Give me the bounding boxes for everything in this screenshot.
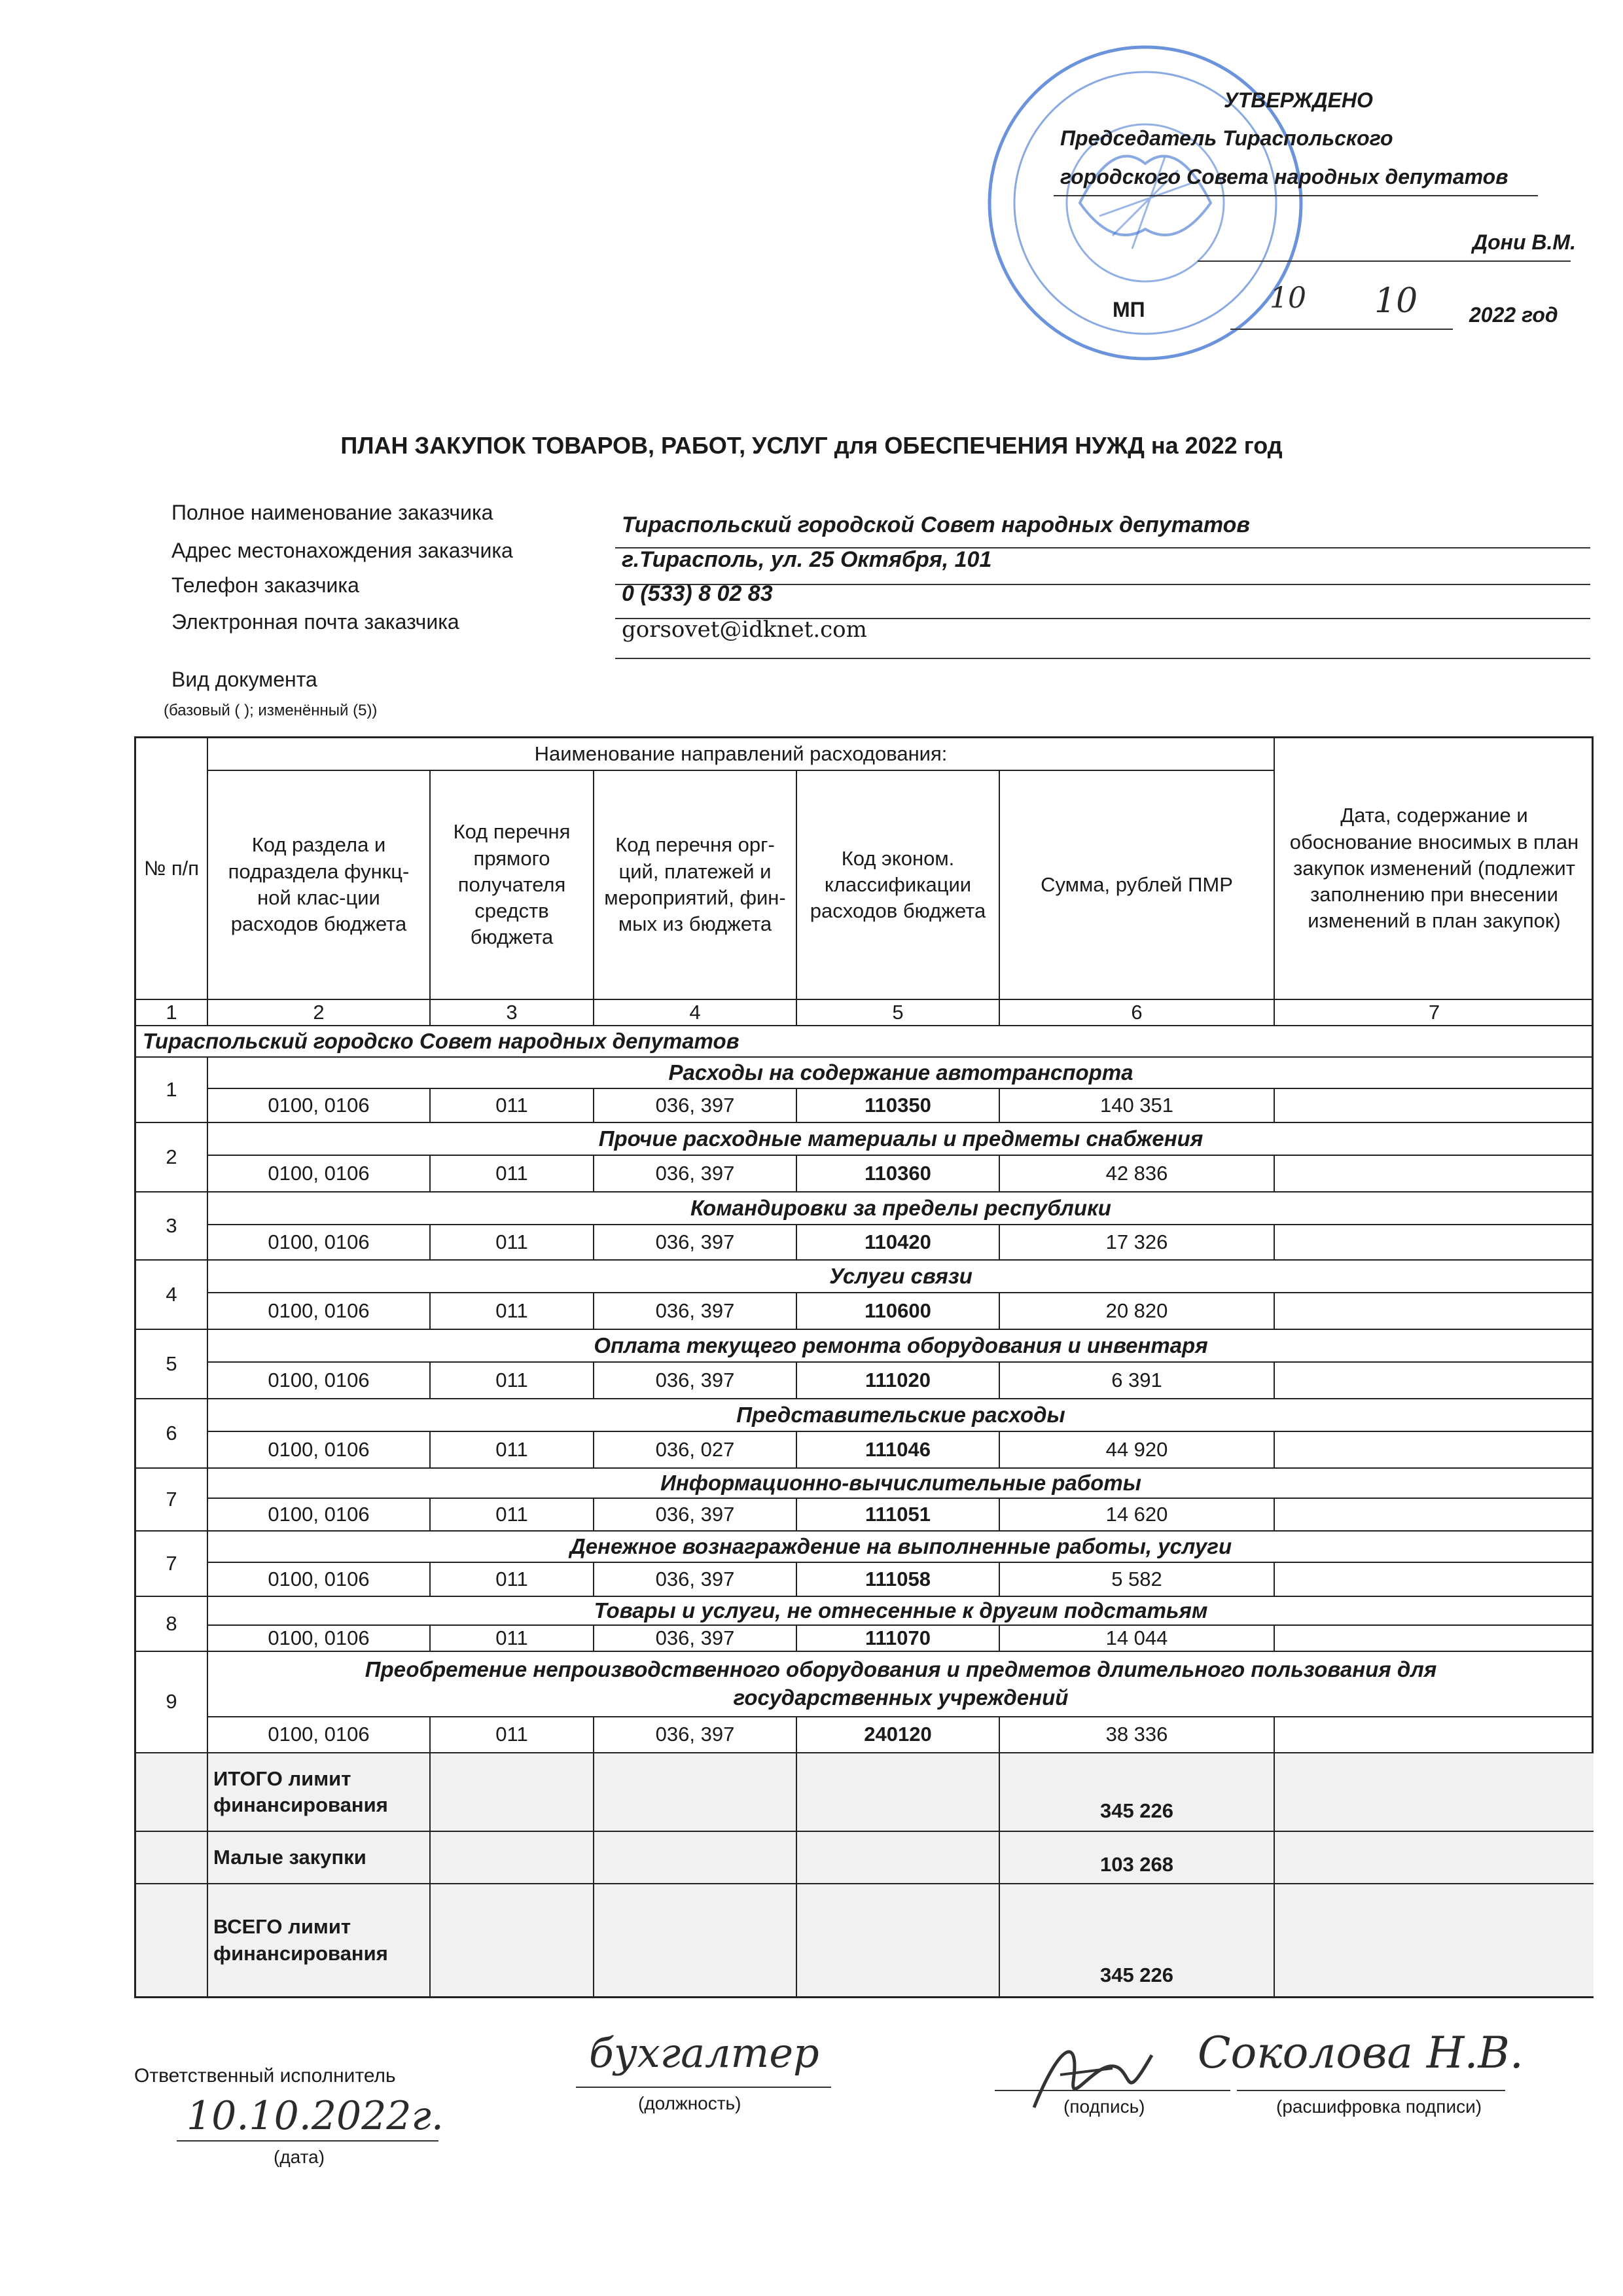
header-group: Наименование направлений расходования: [208,738,1275,771]
row-c6: 14 044 [1000,1626,1275,1652]
small-c4 [594,1832,797,1884]
row-c6: 42 836 [1000,1156,1275,1193]
approval-year: 2022 год [1469,303,1558,327]
row-c7 [1275,1717,1594,1753]
row-c4: 036, 397 [594,1563,797,1597]
row-section-title: Представительские расходы [208,1399,1594,1432]
row-no: 7 [136,1532,208,1597]
row-c4: 036, 027 [594,1432,797,1469]
colnum-7: 7 [1275,1000,1594,1026]
colnum-5: 5 [797,1000,1000,1026]
row-c7 [1275,1499,1594,1532]
row-no: 9 [136,1652,208,1753]
customer-email-line [615,658,1590,659]
grand-c3 [431,1884,594,1996]
row-c2: 0100, 0106 [208,1499,431,1532]
customer-name-label: Полное наименование заказчика [171,501,493,524]
row-c5: 110350 [797,1089,1000,1123]
row-c4: 036, 397 [594,1499,797,1532]
row-no: 2 [136,1123,208,1193]
grand-no [136,1884,208,1996]
header-no: № п/п [136,738,208,1000]
approver-sign-line [1198,260,1571,262]
colnum-4: 4 [594,1000,797,1026]
header-col5: Код эконом. классификации расходов бюджета [797,771,1000,1000]
row-c3: 011 [431,1089,594,1123]
signature-caption: (подпись) [1063,2096,1145,2117]
small-c5 [797,1832,1000,1884]
row-c6: 140 351 [1000,1089,1275,1123]
row-c2: 0100, 0106 [208,1563,431,1597]
row-section-title: Услуги связи [208,1261,1594,1293]
row-c7 [1275,1432,1594,1469]
row-c4: 036, 397 [594,1717,797,1753]
row-no: 3 [136,1193,208,1261]
row-c2: 0100, 0106 [208,1225,431,1261]
row-section-title: Преобретение непроизводственного оборудования и предметов длительного пользования для государственных учреждений [208,1652,1594,1717]
position-line [576,2087,831,2088]
decode-caption: (расшифровка подписи) [1276,2096,1482,2117]
total-value: 345 226 [1000,1753,1275,1832]
approval-date-line [1230,329,1453,330]
customer-phone-label: Телефон заказчика [171,573,359,597]
row-c5: 111058 [797,1563,1000,1597]
decode-handwritten: Соколова Н.В. [1198,2028,1524,2078]
row-c3: 011 [431,1225,594,1261]
approver-position-line2: городского Совета народных депутатов [1060,165,1508,188]
doc-type-hint: (базовый ( ); изменённый (5)) [164,702,378,719]
header-col7: Дата, содержание и обоснование вносимых в план закупок изменений (подлежит заполнению при внесении изменений в план закупок) [1275,738,1594,1000]
row-c4: 036, 397 [594,1225,797,1261]
row-c2: 0100, 0106 [208,1156,431,1193]
position-handwritten: бухгалтер [589,2029,819,2077]
row-c5: 240120 [797,1717,1000,1753]
row-c7 [1275,1363,1594,1399]
responsible-label: Ответственный исполнитель [134,2065,396,2087]
customer-email-label: Электронная почта заказчика [171,610,459,634]
header-col6: Сумма, рублей ПМР [1000,771,1275,1000]
row-section-title: Прочие расходные материалы и предметы снабжения [208,1123,1594,1156]
grand-c4 [594,1884,797,1996]
document-title: ПЛАН ЗАКУПОК ТОВАРОВ, РАБОТ, УСЛУГ для ОБЕСПЕЧЕНИЯ НУЖД на 2022 год [340,432,1283,459]
row-c5: 110600 [797,1293,1000,1330]
customer-phone-value: 0 (533) 8 02 83 [622,581,773,606]
header-col2: Код раздела и подраздела функц-ной клас-ции расходов бюджета [208,771,431,1000]
row-c7 [1275,1089,1594,1123]
row-c6: 6 391 [1000,1363,1275,1399]
colnum-3: 3 [431,1000,594,1026]
row-c4: 036, 397 [594,1293,797,1330]
row-c7 [1275,1563,1594,1597]
row-section-title: Информационно-вычислительные работы [208,1469,1594,1499]
grand-total-label: ВСЕГО лимит финансирования [208,1884,431,1996]
row-c5: 110420 [797,1225,1000,1261]
org-row: Тираспольский городско Совет народных депутатов [136,1026,1594,1058]
decode-line [1237,2090,1505,2091]
row-c2: 0100, 0106 [208,1293,431,1330]
customer-address-value: г.Тирасполь, ул. 25 Октября, 101 [622,547,992,572]
doc-type-label: Вид документа [171,668,317,691]
customer-email-value: gorsovet@idknet.com [622,617,867,643]
approver-position-line1: Председатель Тираспольского [1060,126,1393,150]
header-col4: Код перечня орг-ций, платежей и мероприятий, фин-мых из бюджета [594,771,797,1000]
row-c6: 17 326 [1000,1225,1275,1261]
row-c6: 14 620 [1000,1499,1275,1532]
row-c2: 0100, 0106 [208,1717,431,1753]
row-c3: 011 [431,1432,594,1469]
grand-total-value: 345 226 [1000,1884,1275,1996]
row-no: 1 [136,1058,208,1123]
row-c3: 011 [431,1293,594,1330]
row-c5: 111046 [797,1432,1000,1469]
row-c3: 011 [431,1717,594,1753]
row-c2: 0100, 0106 [208,1089,431,1123]
row-c6: 20 820 [1000,1293,1275,1330]
row-c5: 111020 [797,1363,1000,1399]
total-c7 [1275,1753,1594,1832]
grand-c7 [1275,1884,1594,1996]
row-section-title: Расходы на содержание автотранспорта [208,1058,1594,1089]
row-no: 6 [136,1399,208,1469]
total-no [136,1753,208,1832]
row-c6: 5 582 [1000,1563,1275,1597]
date-caption: (дата) [274,2147,325,2167]
row-c7 [1275,1293,1594,1330]
approver-name: Дони В.М. [1472,230,1576,254]
row-c3: 011 [431,1563,594,1597]
row-c5: 111051 [797,1499,1000,1532]
row-c4: 036, 397 [594,1156,797,1193]
position-caption: (должность) [638,2093,741,2113]
date-line [177,2140,438,2142]
row-c7 [1275,1626,1594,1652]
row-no: 7 [136,1469,208,1532]
row-c2: 0100, 0106 [208,1363,431,1399]
seal-mark-label: МП [1113,298,1145,321]
row-c6: 38 336 [1000,1717,1275,1753]
colnum-2: 2 [208,1000,431,1026]
row-c3: 011 [431,1156,594,1193]
total-c3 [431,1753,594,1832]
header-col3: Код перечня прямого получателя средств бюджета [431,771,594,1000]
total-label: ИТОГО лимит финансирования [208,1753,431,1832]
row-c6: 44 920 [1000,1432,1275,1469]
small-c7 [1275,1832,1594,1884]
row-c5: 111070 [797,1626,1000,1652]
row-section-title: Оплата текущего ремонта оборудования и инвентаря [208,1330,1594,1363]
row-c4: 036, 397 [594,1363,797,1399]
total-c4 [594,1753,797,1832]
customer-address-label: Адрес местонахождения заказчика [171,539,513,562]
row-section-title: Денежное вознаграждение на выполненные работы, услуги [208,1532,1594,1563]
row-c7 [1275,1156,1594,1193]
colnum-1: 1 [136,1000,208,1026]
row-c7 [1275,1225,1594,1261]
row-c3: 011 [431,1626,594,1652]
small-purchases-label: Малые закупки [208,1832,431,1884]
row-section-title: Командировки за пределы республики [208,1193,1594,1225]
small-purchases-value: 103 268 [1000,1832,1275,1884]
row-c3: 011 [431,1499,594,1532]
colnum-6: 6 [1000,1000,1275,1026]
row-no: 4 [136,1261,208,1330]
row-c3: 011 [431,1363,594,1399]
total-c5 [797,1753,1000,1832]
procurement-table [134,736,1594,1998]
row-no: 8 [136,1597,208,1652]
row-c4: 036, 397 [594,1626,797,1652]
approved-heading: УТВЕРЖДЕНО [1224,88,1373,112]
approval-month: 10 [1374,281,1418,321]
row-section-title: Товары и услуги, не отнесенные к другим подстатьям [208,1597,1594,1626]
row-no: 5 [136,1330,208,1399]
row-c2: 0100, 0106 [208,1626,431,1652]
signature-line [995,2090,1230,2091]
small-no [136,1832,208,1884]
row-c2: 0100, 0106 [208,1432,431,1469]
grand-c5 [797,1884,1000,1996]
approval-day: 10 [1270,281,1306,315]
row-c4: 036, 397 [594,1089,797,1123]
small-c3 [431,1832,594,1884]
customer-name-value: Тираспольский городской Совет народных депутатов [622,512,1250,537]
row-c5: 110360 [797,1156,1000,1193]
approver-position-underline [1054,195,1538,196]
date-handwritten: 10.10.2022г. [187,2093,444,2139]
